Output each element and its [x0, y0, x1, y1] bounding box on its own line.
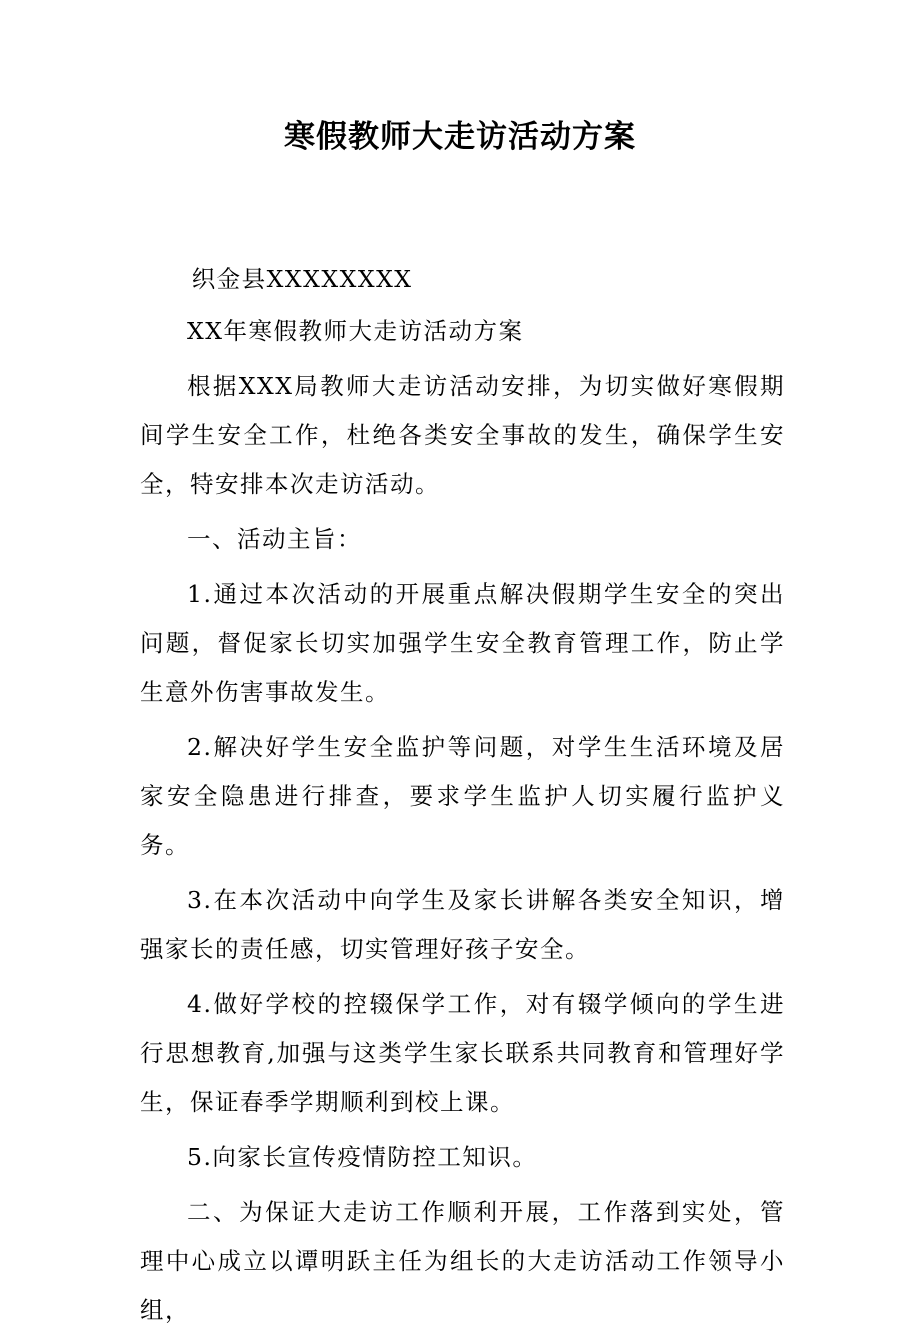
section-heading-organization: 二、为保证大走访工作顺利开展，工作落到实处，管理中心成立以谭明跃主任为组长的大走访活动工作领导小组，	[140, 1198, 785, 1324]
organization-line: 织金县XXXXXXXX	[191, 265, 413, 293]
purpose-item-3: 3.在本次活动中向学生及家长讲解各类安全知识，增强家长的责任感，切实管理好孩子安全。	[140, 886, 785, 963]
document-body	[140, 255, 785, 1341]
document-title: 寒假教师大走访活动方案	[284, 119, 636, 155]
plan-subtitle: XX年寒假教师大走访活动方案	[187, 317, 524, 345]
purpose-item-1: 1.通过本次活动的开展重点解决假期学生安全的突出问题，督促家长切实加强学生安全教育管理工作，防止学生意外伤害事故发生。	[140, 580, 785, 706]
purpose-item-4: 4.做好学校的控辍保学工作，对有辍学倾向的学生进行思想教育,加强与这类学生家长联系共同教育和管理好学生，保证春季学期顺利到校上课。	[140, 990, 785, 1116]
purpose-item-2: 2.解决好学生安全监护等问题，对学生生活环境及居家安全隐患进行排查，要求学生监护人切实履行监护义务。	[140, 733, 785, 859]
section-heading-purpose: 一、活动主旨：	[187, 525, 362, 553]
purpose-item-5: 5.向家长宣传疫情防控工知识。	[187, 1143, 538, 1171]
intro-paragraph: 根据XXX局教师大走访活动安排，为切实做好寒假期间学生安全工作，杜绝各类安全事故的发生，确保学生安全，特安排本次走访活动。	[140, 372, 785, 498]
